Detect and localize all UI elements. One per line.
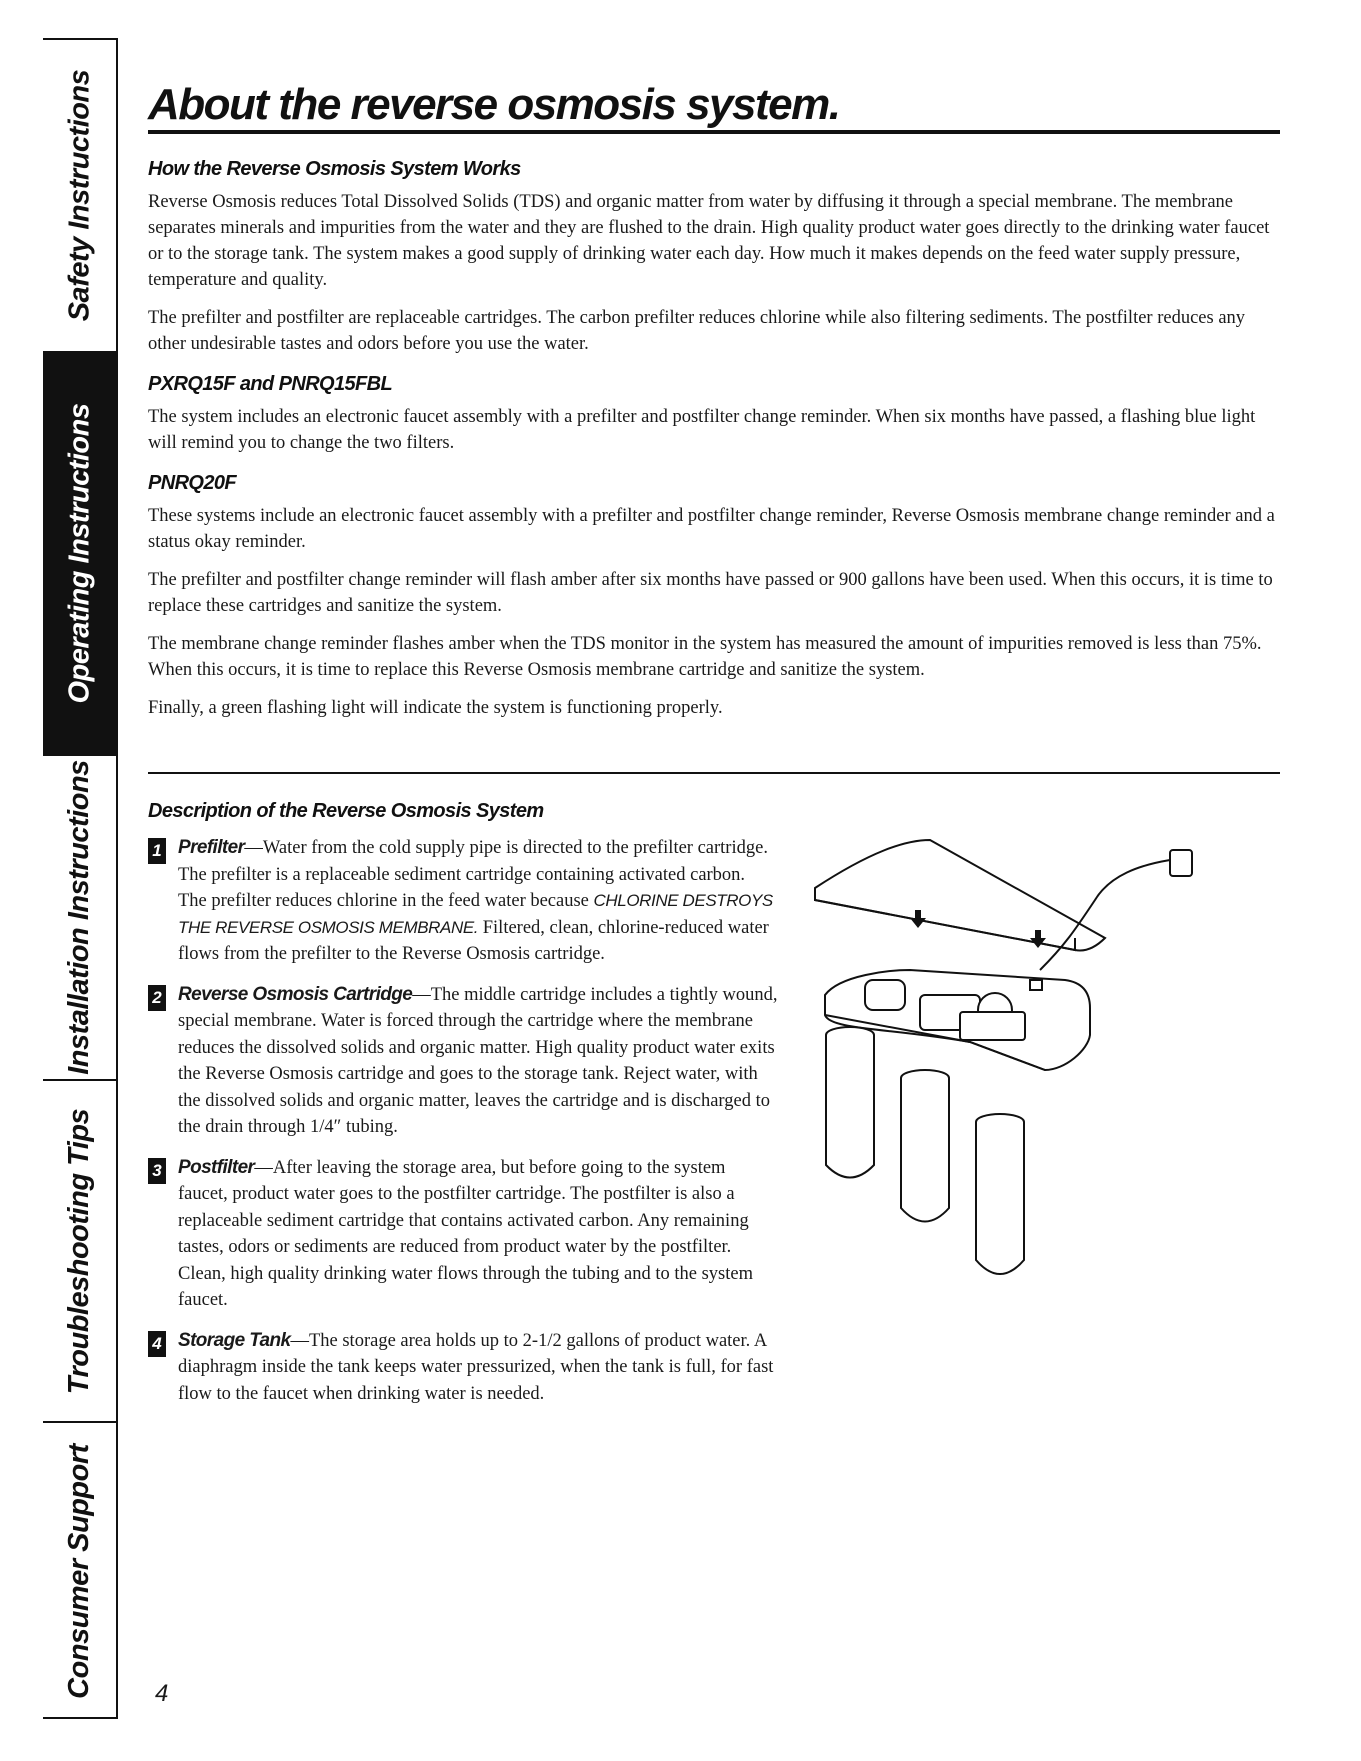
cartridge-prefilter	[826, 1027, 874, 1178]
item-text: —Water from the cold supply pipe is directed to the prefilter cartridge. The prefilter is a replaceable sediment cartridge containing activated carbon. The prefilter reduces chlorine in the feed water because	[178, 838, 768, 911]
item-text: —After leaving the storage area, but before going to the system faucet, product water goes to the postfilter cartridge. The postfilter is also a replaceable sediment cartridge that contains activated carbon. Any remaining tastes, odors or sediments are reduced from product water by the postfilter. Clean, high quality drinking water flows through the tubing and to the system faucet.	[178, 1157, 753, 1310]
paragraph: Finally, a green flashing light will indicate the system is functioning properly.	[148, 698, 723, 718]
page-title: About the reverse osmosis system.	[148, 80, 840, 129]
model-heading-pnrq20f: PNRQ20F	[148, 472, 237, 494]
paragraph: The prefilter and postfilter change reminder will flash amber after six months have passed or 900 gallons have been used. When this occurs, it is time to replace these cartridges and sanitize the system.	[148, 570, 1273, 616]
item-number-badge: 3	[148, 1158, 166, 1184]
tab-label: Consumer Support	[63, 1443, 95, 1699]
ro-system-illustration	[810, 830, 1280, 1470]
item-number-badge: 4	[148, 1331, 166, 1357]
item-label: Reverse Osmosis Cartridge	[178, 983, 413, 1005]
tab-label: Operating Instructions	[63, 403, 96, 704]
component-item-storage-tank	[148, 1328, 778, 1408]
section-divider	[148, 772, 1280, 774]
model-heading-pxrq15f: PXRQ15F and PNRQ15FBL	[148, 373, 393, 395]
item-label: Prefilter	[178, 837, 245, 858]
lid-shape	[815, 840, 1105, 951]
component-item-ro-cartridge	[148, 982, 778, 1141]
item-label: Storage Tank	[178, 1329, 291, 1351]
connector-plug	[1170, 850, 1192, 876]
tab-installation-instructions[interactable]	[43, 756, 116, 1081]
tab-safety-instructions[interactable]	[43, 40, 116, 353]
internal-panel	[960, 1012, 1025, 1040]
section-how-it-works	[148, 158, 1283, 733]
paragraph: The membrane change reminder flashes amber when the TDS monitor in the system has measured the amount of impurities removed is less than 75%. When this occurs, it is time to replace this Reverse Osmosis membrane cartridge and sanitize the system.	[148, 634, 1262, 680]
page-number: 4	[155, 1680, 169, 1707]
tab-label: Troubleshooting Tips	[63, 1108, 95, 1394]
tab-label: Safety Instructions	[63, 69, 95, 322]
title-rule	[148, 130, 1280, 134]
component-item-postfilter	[148, 1155, 778, 1314]
item-text: —The storage area holds up to 2-1/2 gallons of product water. A diaphragm inside the tank keeps water pressurized, when the tank is full, for fast flow to the faucet when drinking water is needed.	[178, 1330, 774, 1404]
paragraph: The prefilter and postfilter are replaceable cartridges. The carbon prefilter reduces chlorine while also filtering sediments. The postfilter reduces any other undesirable tastes and odors before you use the water.	[148, 308, 1246, 354]
section-description	[148, 800, 778, 1421]
paragraph: Reverse Osmosis reduces Total Dissolved Solids (TDS) and organic matter from water by diffusing it through a special membrane. The membrane separates minerals and impurities from the water and they are flushed to the drain. High quality product water goes directly to the drinking water faucet or to the storage tank. The system makes a good supply of drinking water each day. How much it makes depends on the feed water supply pressure, temperature and quality.	[148, 192, 1270, 290]
paragraph: The system includes an electronic faucet assembly with a prefilter and postfilter change reminder. When six months have passed, a flashing blue light will remind you to change the two filters.	[148, 407, 1256, 453]
internal-valve	[865, 980, 905, 1010]
cartridge-ro	[901, 1070, 949, 1222]
component-item-prefilter	[148, 835, 778, 968]
item-text: —The middle cartridge includes a tightly wound, special membrane. Water is forced through the cartridge where the membrane reduces the dissolved solids and organic matter. High quality product water exits the Reverse Osmosis cartridge and goes to the storage tank. Reject water, with the dissolved solids and organic matter, leaves the cartridge and is discharged to the drain through 1/4″ tubing.	[178, 984, 778, 1137]
item-label: Postfilter	[178, 1156, 255, 1178]
section-heading: How the Reverse Osmosis System Works	[148, 158, 521, 180]
section-heading: Description of the Reverse Osmosis System	[148, 800, 544, 822]
cartridge-postfilter	[976, 1114, 1024, 1274]
item-text: Filtered, clean, chlorine-reduced water flows from the prefilter to the Reverse Osmosis cartridge.	[178, 917, 769, 964]
tab-troubleshooting-tips[interactable]	[43, 1081, 116, 1423]
tab-consumer-support[interactable]	[43, 1423, 116, 1719]
item-warning: CHLORINE DESTROYS THE REVERSE OSMOSIS MEMBRANE.	[178, 891, 773, 937]
connector-small	[1030, 980, 1042, 990]
paragraph: These systems include an electronic faucet assembly with a prefilter and postfilter change reminder, Reverse Osmosis membrane change reminder and a status okay reminder.	[148, 506, 1275, 552]
tab-operating-instructions[interactable]	[43, 353, 116, 756]
section-sidebar	[43, 38, 118, 1719]
tab-label: Installation Instructions	[63, 760, 95, 1075]
item-number-badge: 1	[148, 838, 166, 864]
item-number-badge: 2	[148, 985, 166, 1011]
